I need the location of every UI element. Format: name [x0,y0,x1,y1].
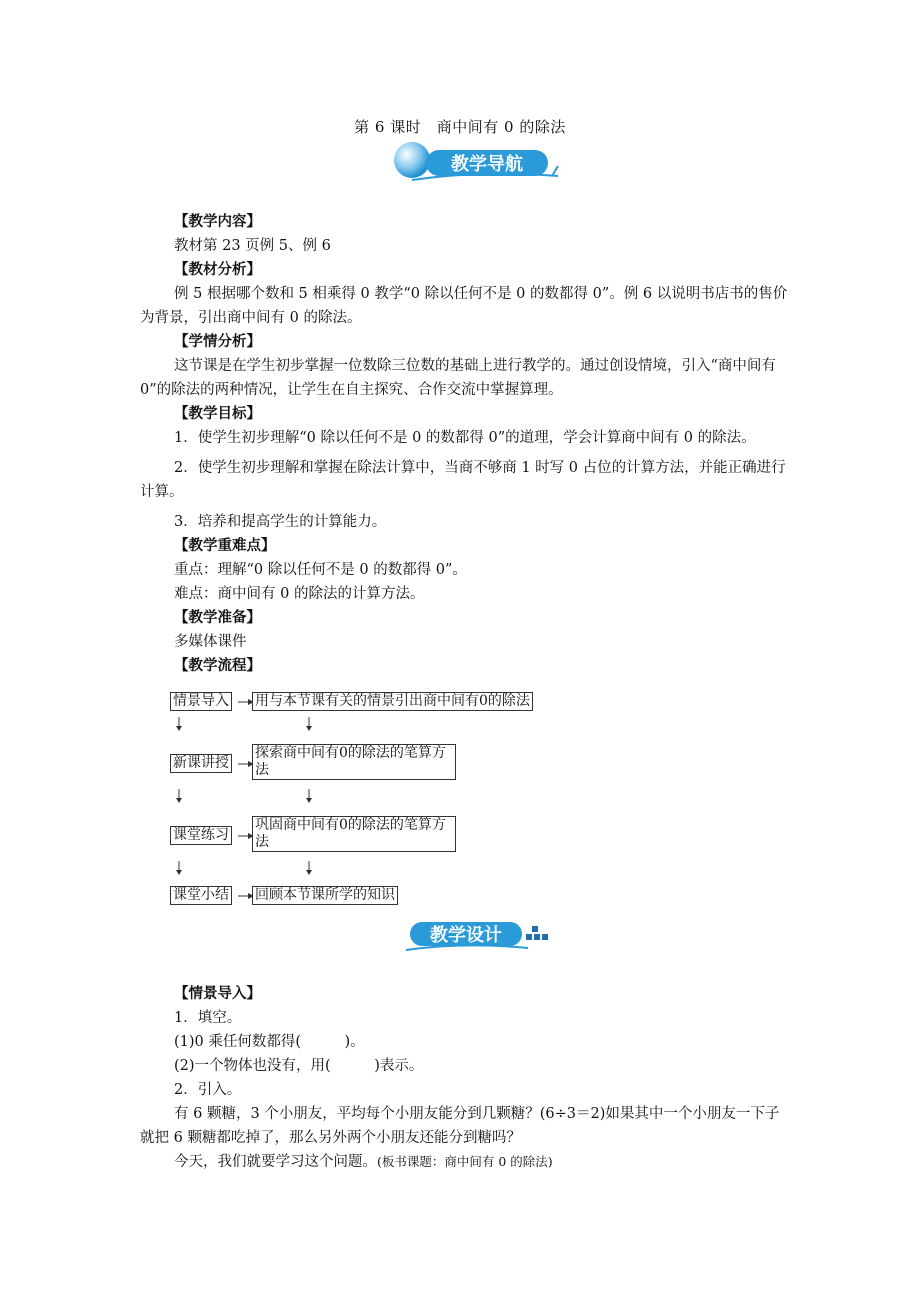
teaching-design-banner [404,914,552,954]
intro-story: 有 6 颗糖，3 个小朋友，平均每个小朋友能分到几颗糖？(6÷3＝2)如果其中一个小朋友一下子就把 6 颗糖都吃掉了，那么另外两个小朋友还能分到糖吗？ [140,1106,780,1146]
intro-question-2: (2)一个物体也没有，用( )表示。 [174,1058,424,1074]
teaching-flow-diagram [170,690,590,910]
flow-step-desc: 探索商中间有0的除法的笔算方法 [252,744,456,780]
heading-prep: 【教学准备】 [174,609,261,626]
goal-item: 3．培养和提高学生的计算能力。 [174,514,387,530]
intro-item-2: 2．引入。 [174,1082,242,1098]
down-arrow-icon [306,861,312,875]
down-arrow-icon [176,861,182,875]
banner-design-label: 教学设计 [430,925,502,946]
heading-goals: 【教学目标】 [174,405,261,422]
heading-flow: 【教学流程】 [174,657,261,674]
students-text: 这节课是在学生初步掌握一位数除三位数的基础上进行教学的。通过创设情境，引入“商中间有 0”的除法的两种情况，让学生在自主探究、合作交流中掌握算理。 [140,358,776,398]
flow-step-label: 课堂小结 [170,886,232,905]
down-arrow-icon [176,789,182,803]
heading-students: 【学情分析】 [174,333,261,350]
banner-ribbon-icon [404,914,552,954]
heading-keypoints: 【教学重难点】 [174,537,276,554]
goal-item: 2．使学生初步理解和掌握在除法计算中，当商不够商 1 时写 0 占位的计算方法，并能正确进行计算。 [140,460,786,500]
section-content [140,210,790,678]
difficulty-point: 难点：商中间有 0 的除法的计算方法。 [174,586,425,602]
material-text: 例 5 根据哪个数和 5 相乘得 0 教学“0 除以任何不是 0 的数都得 0”。例 6 以说明书店书的售价为背景，引出商中间有 0 的除法。 [140,286,788,326]
intro-question-1: (1)0 乘任何数都得( )。 [174,1034,365,1050]
flow-step-desc: 回顾本节课所学的知识 [252,886,398,905]
prep-text: 多媒体课件 [174,634,247,650]
down-arrow-icon [306,717,312,731]
lesson-title: 第 6 课时 商中间有 0 的除法 [354,118,566,136]
down-arrow-icon [176,717,182,731]
flow-step-desc: 用与本节课有关的情景引出商中间有0的除法 [252,692,533,711]
board-title-note: (板书课题：商中间有 0 的除法) [377,1154,553,1169]
down-arrow-icon [306,789,312,803]
goal-item: 1．使学生初步理解“0 除以任何不是 0 的数都得 0”的道理，学会计算商中间有 0 的除法。 [174,430,756,446]
intro-item-1: 1．填空。 [174,1010,242,1026]
flow-step-label: 课堂练习 [170,826,232,845]
flow-step-desc: 巩固商中间有0的除法的笔算方法 [252,816,456,852]
heading-content: 【教学内容】 [174,213,261,230]
section-intro [140,982,790,1174]
banner-ribbon-icon [392,140,560,186]
flow-step-label: 情景导入 [170,692,232,711]
key-point: 重点：理解“0 除以任何不是 0 的数都得 0”。 [174,562,467,578]
teaching-nav-banner [392,140,560,186]
intro-today: 今天，我们就要学习这个问题。 [174,1154,377,1170]
flow-step-label: 新课讲授 [170,754,232,773]
heading-material: 【教材分析】 [174,261,261,278]
content-text: 教材第 23 页例 5、例 6 [174,238,331,254]
intro-today-line [140,1150,790,1174]
heading-intro: 【情景导入】 [174,985,261,1002]
banner-nav-label: 教学导航 [451,154,523,175]
